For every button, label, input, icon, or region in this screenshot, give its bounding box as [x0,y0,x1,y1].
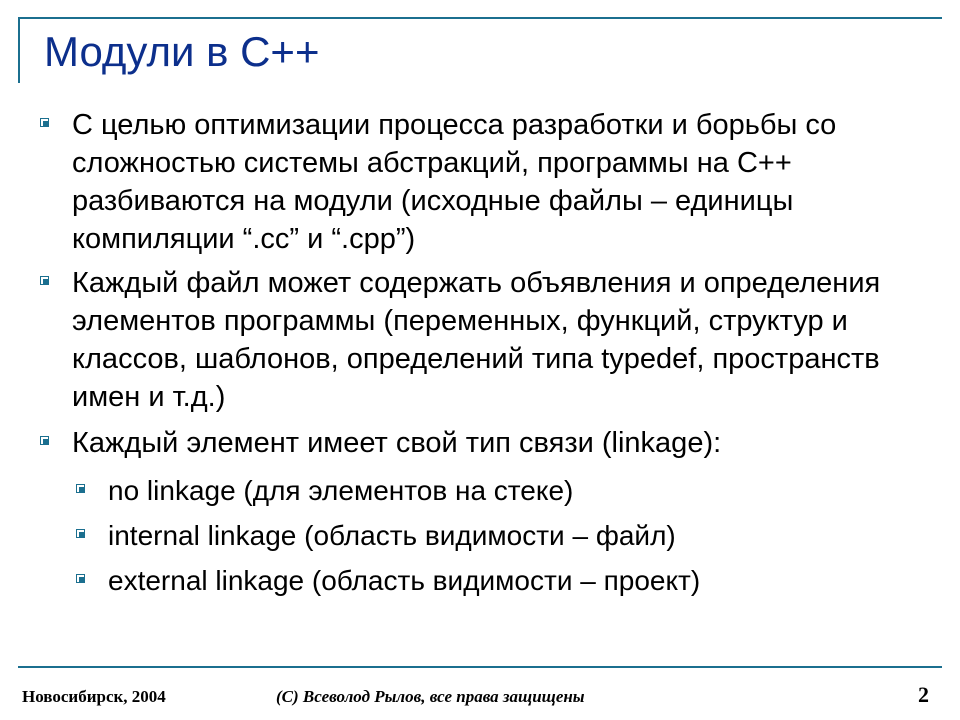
slide-title: Модули в С++ [44,28,320,75]
square-bullet-icon [76,574,85,583]
sub-bullet-text: external linkage (область видимости – проект) [108,565,701,596]
footer-copyright: (C) Всеволод Рылов, все права защищены [276,687,585,706]
sub-bullet-text: internal linkage (область видимости – файл) [108,520,676,551]
left-rule [18,17,20,83]
square-bullet-icon [76,529,85,538]
square-bullet-icon [40,118,49,127]
bullet-text: Каждый файл может содержать объявления и определения элементов программы (переменных, функций, структур и классов, шаблонов, определений типа typedef, пространств имен и т.д.) [72,267,881,413]
bottom-rule [18,666,942,668]
bullet-text: Каждый элемент имеет свой тип связи (linkage): [72,427,722,459]
square-bullet-icon [40,436,49,445]
top-rule [18,17,942,19]
sub-bullet-text: no linkage (для элементов на стеке) [108,475,574,506]
page-number: 2 [918,682,929,707]
square-bullet-icon [76,484,85,493]
bullet-text: С целью оптимизации процесса разработки и борьбы со сложностью системы абстракций, программы на С++ разбиваются на модули (исходные файлы – единицы компиляции “.cc” и “.cpp”) [72,109,837,255]
footer-location: Новосибирск, 2004 [22,687,166,706]
square-bullet-icon [40,276,49,285]
